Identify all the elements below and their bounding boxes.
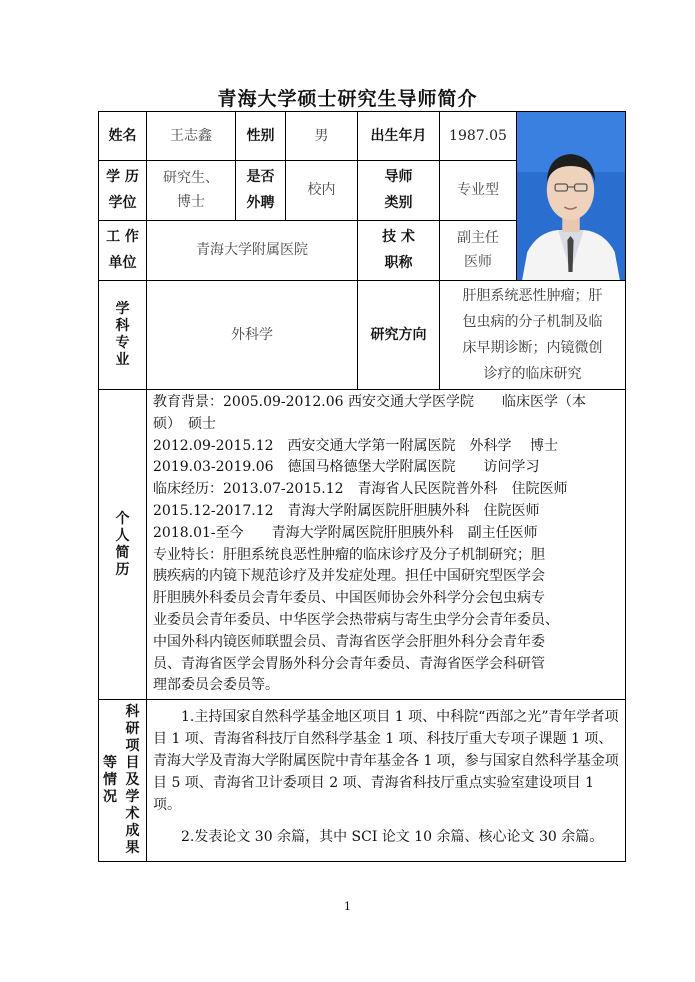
bio-line: 专业特长：肝胆系统良恶性肿瘤的临床诊疗及分子机制研究；胆 <box>153 546 545 563</box>
projects-label-char: 目 <box>125 755 140 772</box>
projects-label-char: 项 <box>125 738 140 755</box>
bio-line: 临床经历：2013.07-2015.12 青海省人民医院普外科 住院医师 <box>153 481 568 498</box>
research-label: 研究方向 <box>358 281 440 390</box>
edu-label <box>99 161 147 220</box>
discipline-label-char: 学 <box>115 301 130 317</box>
bio-text <box>147 390 626 700</box>
projects-label-char: 等 <box>103 755 117 772</box>
bio-label-char: 人 <box>115 527 130 544</box>
edu-value-line2: 博士 <box>177 194 205 211</box>
bio-line: 胰疾病的内镜下规范诊疗及并发症处理。担任中国研究型医学会 <box>153 568 545 585</box>
name-value: 王志鑫 <box>147 112 236 161</box>
projects-label-char: 况 <box>103 789 117 806</box>
bio-line: 2019.03-2019.06 德国马格德堡大学附属医院 访问学习 <box>153 459 540 476</box>
tech-title-value <box>440 220 517 280</box>
discipline-label <box>99 281 147 390</box>
hired-label <box>236 161 286 220</box>
discipline-value: 外科学 <box>147 281 358 390</box>
projects-label-char: 研 <box>125 721 140 738</box>
projects-label-char: 果 <box>125 840 140 857</box>
research-line: 诊疗的临床研究 <box>483 366 582 382</box>
projects-paragraph: 2.发表论文 30 余篇，其中 SCI 论文 10 余篇、核心论文 30 余篇。 <box>181 829 604 846</box>
hired-label-line1: 是否 <box>246 169 275 186</box>
research-line: 床早期诊断；内镜微创 <box>462 340 603 356</box>
projects-label-char: 情 <box>103 772 117 789</box>
research-line: 肝胆系统恶性肿瘤；肝 <box>462 288 603 304</box>
projects-label <box>99 700 147 862</box>
projects-label-char: 学 <box>125 789 140 806</box>
tech-title-label <box>358 220 440 280</box>
tech-title-line1: 副主任 <box>457 230 499 247</box>
bio-line: 肝胆胰外科委员会青年委员、中国医师协会外科学分会包虫病专 <box>153 590 545 607</box>
bio-line: 业委员会青年委员、中华医学会热带病与寄生虫学分会青年委员、 <box>153 611 559 628</box>
bio-label-char: 个 <box>115 510 130 527</box>
projects-paragraph: 1.主持国家自然科学基金地区项目 1 项、中科院“西部之光”青年学者项目 1 项、青海省科技厅自然科学基金 1 项、科技厅重大专项子课题 1 项、青海大学及青海大学附属医院中青年基金各 1 项，参与国家自然科学基金项目 5 项、青海省卫计委项目 2 项、青海省科技厅重点实验室建设项目 1 项。 <box>153 709 619 814</box>
portrait-photo <box>517 112 625 280</box>
research-value <box>440 281 626 390</box>
projects-label-char: 科 <box>125 704 140 721</box>
photo-cell <box>517 112 626 281</box>
projects-label-main <box>119 700 146 861</box>
edu-value <box>147 161 236 220</box>
bio-label <box>99 390 147 700</box>
bio-line: 2018.01-至今 青海大学附属医院肝胆胰外科 副主任医师 <box>153 524 538 541</box>
edu-label-line2: 学位 <box>108 195 137 212</box>
bio-line: 中国外科内镜医师联盟会员、青海省医学会肝胆外科分会青年委 <box>153 633 545 650</box>
work-unit-label <box>99 220 147 280</box>
tutor-label-line2: 类别 <box>384 195 413 212</box>
tutor-type-value: 专业型 <box>440 161 517 220</box>
bio-line: 硕） 硕士 <box>153 415 216 432</box>
gender-value: 男 <box>286 112 358 161</box>
edu-label-line1: 学 历 <box>106 169 139 186</box>
discipline-label-char: 业 <box>115 352 130 368</box>
projects-label-char: 成 <box>125 823 140 840</box>
projects-label-char: 术 <box>125 806 140 823</box>
tutor-type-label <box>358 161 440 220</box>
tech-title-label-line2: 职称 <box>384 255 413 272</box>
edu-value-line1: 研究生、 <box>163 170 219 187</box>
birth-value: 1987.05 <box>440 112 517 161</box>
bio-line: 员、青海省医学会胃肠外科分会青年委员、青海省医学会科研管 <box>153 655 545 672</box>
research-line: 包虫病的分子机制及临 <box>462 314 603 330</box>
page-number: 1 <box>344 900 351 913</box>
bio-line: 教育背景：2005.09-2012.06 西安交通大学医学院 临床医学（本 <box>153 394 586 410</box>
hired-label-line2: 外聘 <box>246 195 275 212</box>
birth-label: 出生年月 <box>358 112 440 161</box>
tutor-label-line1: 导师 <box>384 169 413 186</box>
bio-line: 2012.09-2015.12 西安交通大学第一附属医院 外科学 博士 <box>153 437 558 454</box>
projects-label-char: 及 <box>125 772 140 789</box>
projects-text <box>147 700 626 862</box>
work-label-line1: 工 作 <box>106 229 139 246</box>
bio-line: 理部委员会委员等。 <box>153 677 279 694</box>
work-label-line2: 单位 <box>108 255 137 272</box>
name-label: 姓名 <box>99 112 147 161</box>
discipline-label-char: 科 <box>115 318 130 334</box>
hired-value: 校内 <box>286 161 358 220</box>
work-unit-value: 青海大学附属医院 <box>147 220 358 280</box>
tech-title-line2: 医师 <box>464 254 492 271</box>
profile-table <box>98 111 626 862</box>
bio-label-char: 简 <box>115 544 130 561</box>
bio-line: 2015.12-2017.12 青海大学附属医院肝胆胰外科 住院医师 <box>153 502 540 519</box>
page-title: 青海大学硕士研究生导师简介 <box>217 88 478 110</box>
tech-title-label-line1: 技 术 <box>382 229 415 246</box>
projects-label-side <box>99 700 119 861</box>
gender-label: 性别 <box>236 112 286 161</box>
discipline-label-char: 专 <box>115 335 130 351</box>
bio-label-char: 历 <box>115 561 130 578</box>
